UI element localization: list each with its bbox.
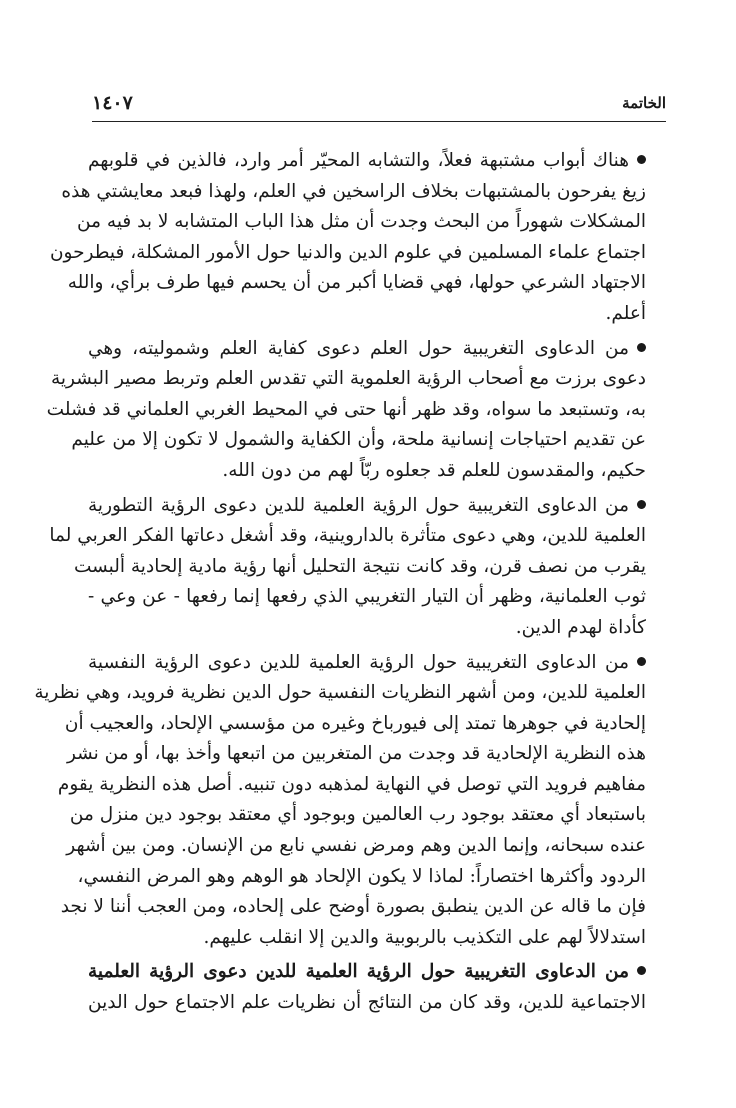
header-rule: [92, 121, 666, 122]
bullet-icon: [637, 966, 646, 975]
text-line: كأداة لهدم الدين.: [515, 616, 646, 638]
line-text: من الدعاوى التغريبية حول الرؤية العلمية للدين دعوى الرؤية العلمية: [88, 961, 629, 983]
running-title: الخاتمة: [622, 94, 666, 112]
paragraph-5: [88, 957, 666, 1018]
text-line: حكيم، والمقدسون للعلم قد جعلوه ربّاً لهم من دون الله.: [222, 459, 646, 481]
text-line: المشكلات شهوراً من البحث وجدت أن مثل هذا الباب المتشابه لا بد فيه من: [77, 211, 646, 233]
body-text: [34, 146, 666, 1019]
text-line: يقرب من نصف قرن، وقد كانت نتيجة التحليل أنها رؤية مادية إلحادية ألبست: [73, 555, 646, 577]
paragraph-3: [49, 491, 666, 644]
text-line: الاجتماعية للدين، وقد كان من النتائج أن نظريات علم الاجتماع حول الدين: [88, 992, 646, 1014]
text-line: العلمية للدين، وهي دعوى متأثرة بالداروينية، وقد أشغل دعاتها الفكر العربي لما: [49, 525, 646, 547]
bullet-icon: [637, 657, 646, 666]
text-line: زيغ يفرحون بالمشتبهات بخلاف الراسخين في العلم، ولهذا فبعد معايشتي هذه: [61, 180, 646, 202]
line-text: من الدعاوى التغريبية حول الرؤية العلمية للدين دعوى الرؤية التطورية: [88, 494, 629, 516]
text-line: اجتماع علماء المسلمين في علوم الدين والدنيا حول الأمور المشكلة، فيطرحون: [49, 241, 646, 263]
text-line: هذه النظرية الإلحادية قد وجدت من المتغربين من اتبعها وأخذ بها، أو من نشر: [66, 743, 646, 765]
text-line: به، وتستبعد ما سواه، وقد ظهر أنها حتى في المحيط الغربي العلماني قد فشلت: [46, 398, 646, 420]
text-line: [88, 491, 666, 522]
text-line: فإن ما قاله عن الدين ينطبق بصورة أوضح على إلحاده، ومن العجب أننا لا نجد: [60, 896, 646, 918]
text-line: ثوب العلمانية، وظهر أن التيار التغريبي الذي رفعها إنما رفعها - عن وعي -: [88, 586, 646, 608]
text-line: [88, 334, 666, 365]
line-text: هناك أبواب مشتبهة فعلاً، والتشابه المحيّر أمر وارد، فالذين في قلوبهم: [88, 150, 629, 171]
text-line: دعوى برزت مع أصحاب الرؤية العلموية التي تقدس العلم وتربط مصير البشرية: [50, 368, 646, 390]
page-header: [92, 92, 666, 122]
paragraph-4: [34, 648, 666, 954]
text-line: عن تقديم احتياجات إنسانية ملحة، وأن الكفاية والشمول لا تكون إلا من عليم: [71, 429, 646, 451]
bullet-icon: [637, 155, 646, 164]
text-line: [88, 146, 666, 177]
bullet-icon: [637, 343, 646, 352]
text-line: إلحادية في جوهرها تمتد إلى فيورباخ وغيره من مؤسسي الإلحاد، والعجيب أن: [64, 712, 646, 734]
line-text: من الدعاوى التغريبية حول الرؤية العلمية للدين دعوى الرؤية النفسية: [88, 651, 629, 673]
text-line: عنده سبحانه، وإنما الدين وهم ومرض نفسي نابع من الإنسان. ومن بين أشهر: [66, 835, 646, 857]
text-line: [88, 957, 666, 988]
text-line: الاجتهاد الشرعي حولها، فهي قضايا أكبر من أن يحسم فيها طرف برأي، والله: [67, 272, 646, 294]
text-line: استدلالاً لهم على التكذيب بالربوبية والدين إلا انقلب عليهم.: [203, 926, 646, 948]
text-line: [88, 648, 666, 679]
paragraph-2: [46, 334, 666, 487]
text-line: أعلم.: [605, 302, 646, 324]
text-line: مفاهيم فرويد التي توصل في النهاية لمذهبه دون تنبيه. أصل هذه النظرية يقوم: [57, 773, 646, 795]
bullet-icon: [637, 500, 646, 509]
page-number: ١٤٠٧: [92, 92, 133, 114]
text-line: العلمية للدين، ومن أشهر النظريات النفسية حول الدين نظرية فرويد، وهي نظرية: [34, 682, 646, 704]
text-line: باستبعاد أي معتقد بوجود رب العالمين وبوجود أي معتقد بوجود دين منزل من: [69, 804, 646, 826]
line-text: من الدعاوى التغريبية حول العلم دعوى كفاية العلم وشموليته، وهي: [88, 337, 629, 359]
paragraph-1: [49, 146, 666, 330]
text-line: الردود وأكثرها اختصاراً: لماذا لا يكون الإلحاد هو الوهم وهو المرض النفسي،: [77, 865, 646, 887]
